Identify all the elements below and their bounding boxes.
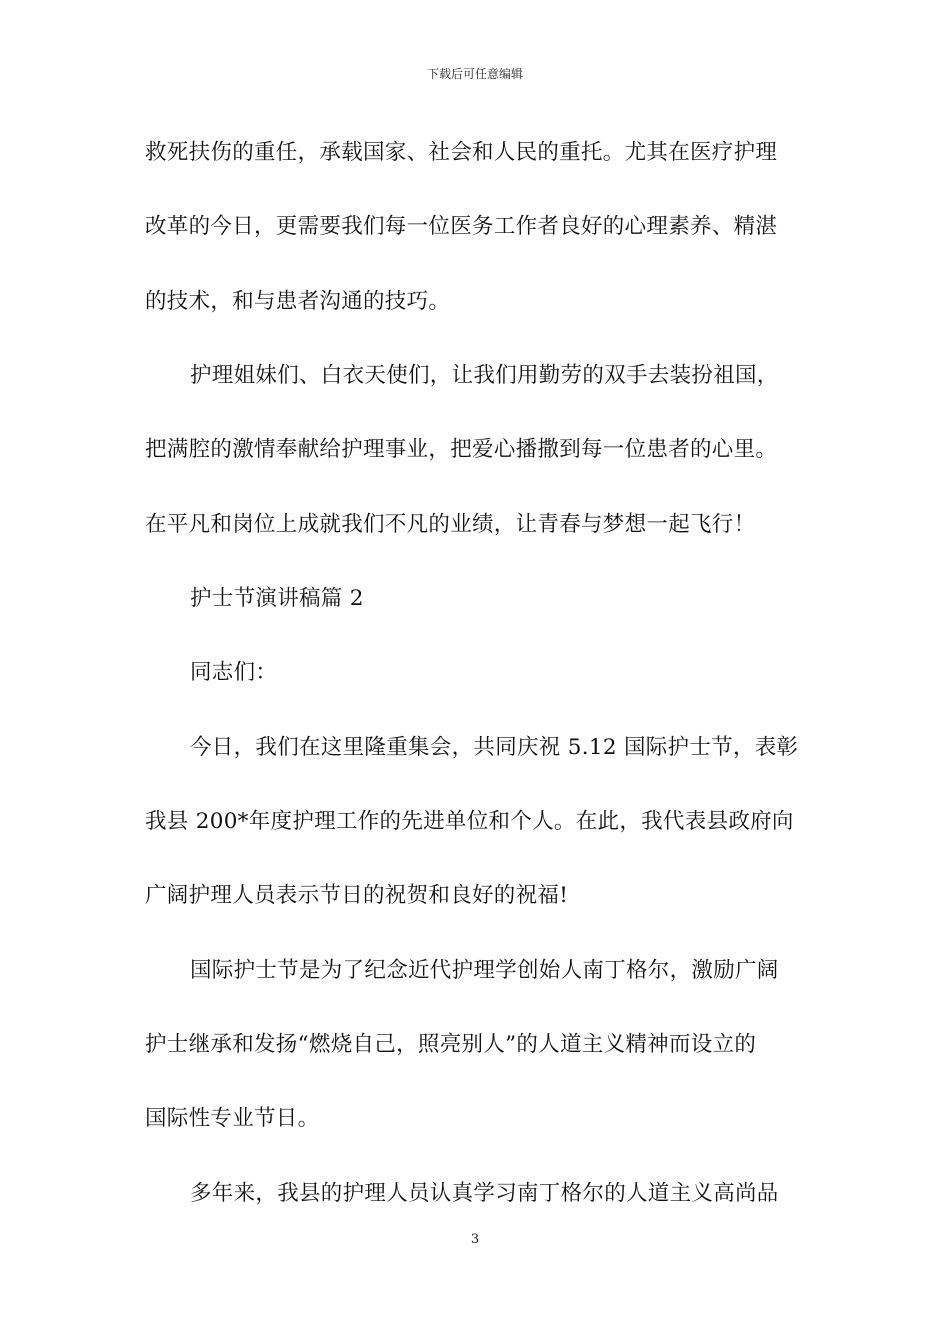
- body-text-line: 救死扶伤的重任，承载国家、社会和人民的重托。尤其在医疗护理: [145, 140, 778, 165]
- body-text-line: 的技术，和与患者沟通的技巧。: [145, 289, 451, 314]
- paragraph-start-line: 今日，我们在这里隆重集会，共同庆祝 5.12 国际护士节，表彰: [190, 735, 799, 760]
- salutation: 同志们：: [190, 660, 278, 685]
- section-heading: 护士节演讲稿篇 2: [190, 586, 364, 611]
- paragraph-start-line: 多年来，我县的护理人员认真学习南丁格尔的人道主义高尚品: [190, 1181, 779, 1206]
- paragraph-start-line: 国际护士节是为了纪念近代护理学创始人南丁格尔，激励广阔: [190, 958, 779, 983]
- body-text-line: 护士继承和发扬“燃烧自己，照亮别人”的人道主义精神而设立的: [145, 1032, 757, 1057]
- page-number: 3: [470, 1232, 480, 1247]
- body-text-line: 改革的今日，更需要我们每一位医务工作者良好的心理素养、精湛: [145, 214, 778, 239]
- body-text-line: 广阔护理人员表示节日的祝贺和良好的祝福!: [145, 883, 569, 908]
- body-text-line: 在平凡和岗位上成就我们不凡的业绩，让青春与梦想一起飞行！: [145, 512, 756, 537]
- paragraph-start-line: 护理姐妹们、白衣天使们，让我们用勤劳的双手去装扮祖国，: [190, 363, 779, 388]
- body-text-line: 我县 200*年度护理工作的先进单位和个人。在此，我代表县政府向: [145, 809, 794, 834]
- body-text-line: 把满腔的激情奉献给护理事业，把爱心播撒到每一位患者的心里。: [145, 437, 778, 462]
- body-text-line: 国际性专业节日。: [145, 1106, 320, 1131]
- page-header: 下载后可任意编辑: [426, 67, 523, 81]
